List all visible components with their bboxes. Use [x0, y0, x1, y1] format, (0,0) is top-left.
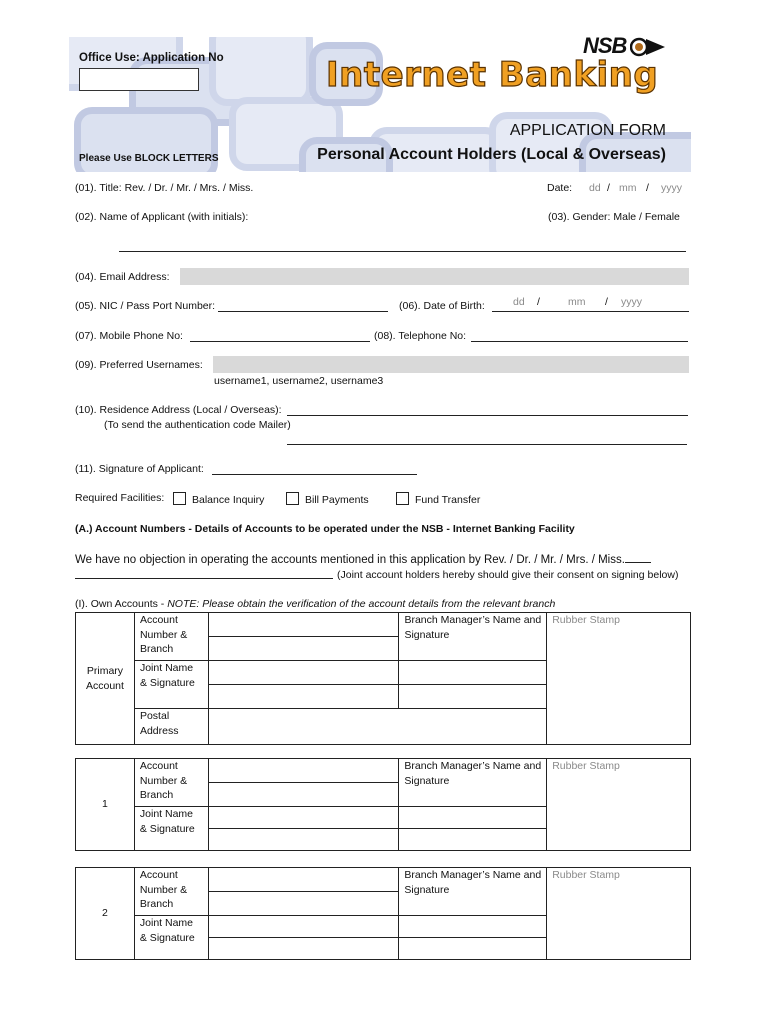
- mobile-input-line[interactable]: [190, 341, 370, 342]
- account-number-branch-label: Account Number & Branch: [134, 613, 208, 661]
- consent-text-line-2: (Joint account holders hereby should give their consent on signing below): [337, 569, 679, 581]
- address-input-line-2[interactable]: [287, 444, 687, 445]
- consent-text-line-1: [75, 554, 651, 566]
- facility-label: Fund Transfer: [415, 494, 481, 506]
- form-subtitle: Personal Account Holders (Local & Overseas): [317, 146, 666, 163]
- joint-name-signature-label: Joint Name & Signature: [134, 661, 208, 709]
- product-title: Internet Banking: [326, 55, 659, 95]
- account-number-input[interactable]: [208, 613, 399, 637]
- usernames-label: (09). Preferred Usernames:: [75, 359, 203, 371]
- consent-text: We have no objection in operating the accounts mentioned in this application by Rev. / Dr. / Mr. / Mrs. / Miss.: [75, 554, 625, 566]
- checkbox[interactable]: [396, 492, 409, 505]
- dob-mm-placeholder[interactable]: mm: [568, 296, 586, 308]
- branch-input[interactable]: [208, 892, 399, 916]
- manager-name-input[interactable]: [399, 938, 547, 960]
- account-number-input[interactable]: [208, 759, 399, 783]
- banner-pattern-tile: [209, 37, 313, 106]
- address-label: (10). Residence Address (Local / Overseas):: [75, 404, 282, 416]
- joint-name-input[interactable]: [208, 807, 399, 829]
- own-accounts-prefix: (I). Own Accounts -: [75, 598, 168, 610]
- signature-line[interactable]: [212, 474, 417, 475]
- section-a-heading: (A.) Account Numbers - Details of Accounts to be operated under the NSB - Internet Banking Facility: [75, 523, 575, 535]
- manager-name-input[interactable]: [399, 829, 547, 851]
- rubber-stamp-cell: Rubber Stamp: [547, 613, 691, 745]
- branch-input[interactable]: [208, 783, 399, 807]
- telephone-label: (08). Telephone No:: [374, 330, 467, 342]
- joint-signature-input[interactable]: [208, 938, 399, 960]
- account-number-branch-label: Account Number & Branch: [134, 868, 208, 916]
- facility-fund-transfer[interactable]: [396, 492, 480, 506]
- account-1-table: [75, 758, 691, 851]
- facility-balance-inquiry[interactable]: [173, 492, 264, 506]
- joint-signature-input[interactable]: [208, 685, 399, 709]
- primary-account-table: [75, 612, 691, 745]
- applicant-name-label: (02). Name of Applicant (with initials):: [75, 211, 249, 223]
- manager-signature-input[interactable]: [399, 807, 547, 829]
- block-letters-note: Please Use BLOCK LETTERS: [79, 153, 219, 164]
- own-accounts-heading: [75, 598, 555, 610]
- facilities-label: Required Facilities:: [75, 492, 165, 504]
- account-number-input[interactable]: [208, 868, 399, 892]
- rubber-stamp-cell: Rubber Stamp: [547, 868, 691, 960]
- usernames-input[interactable]: [213, 356, 689, 373]
- mobile-label: (07). Mobile Phone No:: [75, 330, 183, 342]
- checkbox[interactable]: [286, 492, 299, 505]
- facility-label: Bill Payments: [305, 494, 369, 506]
- nsb-logo-text: NSB: [583, 33, 627, 58]
- checkbox[interactable]: [173, 492, 186, 505]
- postal-address-label: Postal Address: [134, 709, 208, 745]
- dob-dd-placeholder[interactable]: dd: [513, 296, 525, 308]
- date-mm-placeholder[interactable]: mm: [619, 182, 637, 194]
- dob-yyyy-placeholder[interactable]: yyyy: [621, 296, 642, 308]
- branch-manager-label: Branch Manager’s Name and Signature: [399, 868, 547, 916]
- date-label: Date:: [547, 182, 573, 194]
- dob-separator: /: [537, 296, 540, 308]
- primary-account-label: Primary Account: [76, 613, 135, 745]
- signature-label: (11). Signature of Applicant:: [75, 463, 204, 475]
- address-note: (To send the authentication code Mailer): [104, 419, 291, 431]
- account-2-table: [75, 867, 691, 960]
- joint-name-signature-label: Joint Name & Signature: [134, 916, 208, 960]
- consent-name-line[interactable]: [625, 562, 651, 563]
- form-title: APPLICATION FORM: [509, 122, 666, 139]
- date-separator: /: [646, 182, 649, 194]
- manager-name-input[interactable]: [399, 685, 547, 709]
- date-separator: /: [607, 182, 610, 194]
- email-input[interactable]: [180, 268, 689, 285]
- office-use-label: Office Use: Application No: [79, 52, 224, 64]
- manager-signature-input[interactable]: [399, 661, 547, 685]
- joint-name-signature-label: Joint Name & Signature: [134, 807, 208, 851]
- joint-name-input[interactable]: [208, 916, 399, 938]
- account-row-number: 2: [76, 868, 135, 960]
- rubber-stamp-cell: Rubber Stamp: [547, 759, 691, 851]
- facility-label: Balance Inquiry: [192, 494, 265, 506]
- dob-label: (06). Date of Birth:: [399, 300, 485, 312]
- joint-signature-input[interactable]: [208, 829, 399, 851]
- application-number-field[interactable]: [79, 68, 199, 91]
- usernames-hint: username1, username2, username3: [214, 375, 384, 387]
- postal-address-input[interactable]: [208, 709, 546, 745]
- email-label: (04). Email Address:: [75, 271, 170, 283]
- branch-manager-label: Branch Manager’s Name and Signature: [399, 613, 547, 661]
- facility-bill-payments[interactable]: [286, 492, 369, 506]
- joint-name-input[interactable]: [208, 661, 399, 685]
- telephone-input-line[interactable]: [471, 341, 688, 342]
- account-row-number: 1: [76, 759, 135, 851]
- nic-input-line[interactable]: [218, 311, 388, 312]
- account-number-branch-label: Account Number & Branch: [134, 759, 208, 807]
- title-field[interactable]: (01). Title: Rev. / Dr. / Mr. / Mrs. / Miss.: [75, 182, 254, 194]
- nic-label: (05). NIC / Pass Port Number:: [75, 300, 216, 312]
- dob-input-line[interactable]: [492, 311, 689, 312]
- branch-manager-label: Branch Manager’s Name and Signature: [399, 759, 547, 807]
- address-input-line-1[interactable]: [287, 415, 688, 416]
- applicant-name-line[interactable]: [119, 251, 686, 252]
- date-yyyy-placeholder[interactable]: yyyy: [661, 182, 682, 194]
- consent-name-line-2[interactable]: [75, 578, 333, 579]
- own-accounts-note: NOTE: Please obtain the verification of the account details from the relevant branch: [167, 598, 556, 610]
- date-dd-placeholder[interactable]: dd: [589, 182, 601, 194]
- branch-input[interactable]: [208, 637, 399, 661]
- gender-field[interactable]: (03). Gender: Male / Female: [548, 211, 680, 223]
- manager-signature-input[interactable]: [399, 916, 547, 938]
- dob-separator: /: [605, 296, 608, 308]
